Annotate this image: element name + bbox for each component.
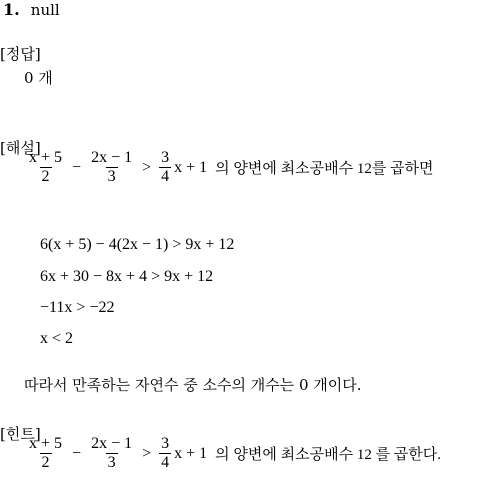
inequality-tail-math: x + 1 bbox=[174, 158, 208, 176]
answer-value: 0 개 bbox=[24, 69, 53, 87]
greater-than-sign: > bbox=[142, 158, 152, 176]
minus-sign: − bbox=[72, 158, 82, 176]
fraction-denominator: 2 bbox=[41, 168, 50, 185]
fraction-numerator: x + 5 bbox=[29, 435, 63, 452]
fraction bbox=[159, 150, 171, 185]
greater-than-sign: > bbox=[142, 444, 152, 462]
fraction bbox=[89, 150, 134, 185]
fraction bbox=[27, 150, 64, 185]
hint-header: [힌트] bbox=[0, 425, 41, 443]
fraction-denominator: 2 bbox=[41, 454, 50, 471]
fraction-denominator: 3 bbox=[107, 168, 116, 185]
fraction bbox=[159, 436, 171, 471]
fraction-numerator: 2x − 1 bbox=[91, 435, 133, 452]
fraction-denominator: 4 bbox=[161, 168, 170, 185]
problem-number: 1. bbox=[3, 0, 20, 19]
answer-header: [정답] bbox=[0, 45, 41, 63]
problem-text: null bbox=[30, 1, 60, 19]
fraction-numerator: 2x − 1 bbox=[91, 149, 133, 166]
fraction bbox=[27, 436, 64, 471]
solution-step: x < 2 bbox=[40, 330, 74, 347]
minus-sign: − bbox=[72, 444, 82, 462]
hint-inequality bbox=[24, 436, 441, 471]
solution-step: 6x + 30 − 8x + 4 > 9x + 12 bbox=[40, 268, 214, 285]
fraction-denominator: 3 bbox=[107, 454, 116, 471]
solution-step: 6(x + 5) − 4(2x − 1) > 9x + 12 bbox=[40, 236, 235, 253]
inequality-tail-math: x + 1 bbox=[174, 444, 208, 462]
fraction-denominator: 4 bbox=[161, 454, 170, 471]
inequality-tail-text: 의 양변에 최소공배수 12를 곱하면 bbox=[215, 161, 434, 177]
problem-line bbox=[3, 0, 60, 19]
solution-conclusion: 따라서 만족하는 자연수 중 소수의 개수는 0 개이다. bbox=[24, 376, 362, 394]
fraction bbox=[89, 436, 134, 471]
fraction-numerator: x + 5 bbox=[29, 149, 63, 166]
fraction-numerator: 3 bbox=[161, 149, 170, 166]
inequality-tail-text: 의 양변에 최소공배수 12 를 곱한다. bbox=[215, 447, 442, 463]
fraction-numerator: 3 bbox=[161, 435, 170, 452]
solution-header: [해설] bbox=[0, 139, 41, 157]
solution-inequality bbox=[24, 150, 434, 185]
solution-step: −11x > −22 bbox=[40, 299, 115, 316]
